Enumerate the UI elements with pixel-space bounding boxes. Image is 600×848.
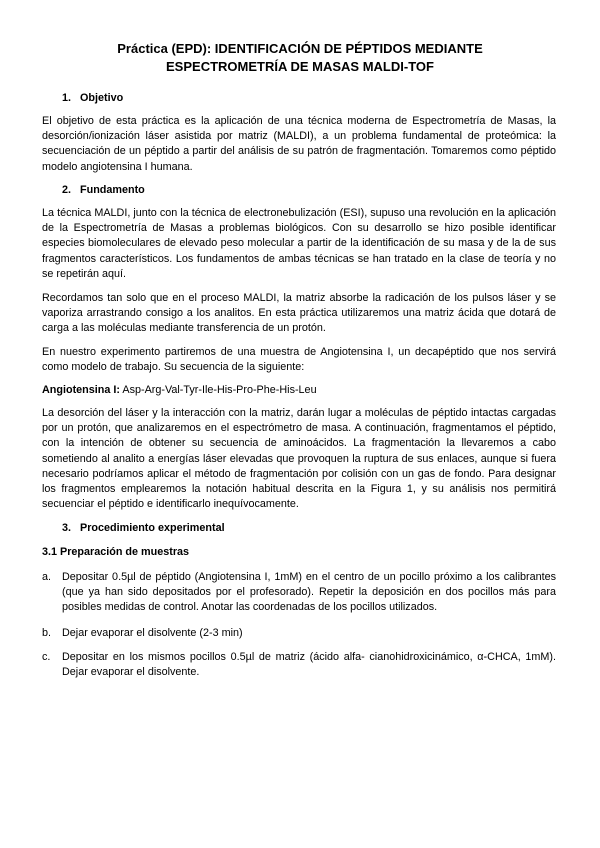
paragraph-fundamento-3: En nuestro experimento partiremos de una muestra de Angiotensina I, un decapéptido que nos servirá como modelo de trabajo. Su secuencia de la siguiente: [42,346,556,374]
paragraph-fundamento-2: Recordamos tan solo que en el proceso MALDI, la matriz absorbe la radicación de los pulsos láser y se vaporiza arrastrando consigo a los analitos. En esta práctica utilizaremos una matriz ácida que dotará de carga a las moléculas mediante transferencia de un protón. [42,292,556,335]
list-marker: b. [42,627,52,639]
section-number: 3. [62,522,72,534]
list-marker: a. [42,571,52,583]
list-item-text: Dejar evaporar el disolvente (2-3 min) [62,627,243,639]
subsection-heading: 3.1 Preparación de muestras [42,546,190,558]
section-title: Procedimiento experimental [80,522,225,534]
list-item-text: Depositar en los mismos pocillos 0.5µl de matriz (ácido alfa- cianohidroxicinámico, α-CHCA, 1mM). Dejar evaporar el disolvente. [62,651,556,679]
list-item [42,626,556,641]
list-marker: c. [42,651,51,663]
sequence-label: Angiotensina I: [42,384,120,396]
section-heading-objetivo [62,91,123,106]
section-number: 1. [62,92,72,104]
paragraph-fundamento-1: La técnica MALDI, junto con la técnica de electronebulización (ESI), supuso una revolución en la aplicación de la Espectrometría de Masas a problemas biológicos. Con su desarrollo se hizo posible identificar especies biomoleculares de elevado peso molecular a partir de la identificación de su masa y de la de sus fragmentos característicos. Los fundamentos de ambas técnicas se han tratado en la clase de teoría y no se repetirán aquí. [42,207,556,280]
section-heading-procedimiento [62,521,225,536]
sequence-value: Asp-Arg-Val-Tyr-Ile-His-Pro-Phe-His-Leu [122,384,317,396]
section-title: Fundamento [80,184,145,196]
page-title [60,40,540,76]
section-heading-fundamento [62,183,145,198]
title-line-1: Práctica (EPD): IDENTIFICACIÓN DE PÉPTIDOS MEDIANTE [117,41,483,56]
title-line-2: ESPECTROMETRÍA DE MASAS MALDI-TOF [166,59,434,74]
section-number: 2. [62,184,72,196]
section-title: Objetivo [80,92,124,104]
paragraph-objetivo: El objetivo de esta práctica es la aplicación de una técnica moderna de Espectrometría de Masas, la desorción/ionización láser asistida por matriz (MALDI), a un problema fundamental de proteómica: la secuenciación de un péptido a partir del análisis de su patrón de fragmentación. Tomaremos como péptido modelo angiotensina I humana. [42,115,556,173]
list-item [42,650,556,680]
list-item [42,570,556,616]
paragraph-fundamento-4: La desorción del láser y la interacción con la matriz, darán lugar a moléculas de péptido intactas cargadas por un protón, que analizaremos en el espectrómetro de masa. A continuación, fragmentamos el péptido, con la intención de obtener su secuencia de aminoácidos. La fragmentación la llevaremos a cabo sometiendo al analito a energías láser elevadas que provoquen la ruptura de sus enlaces, aunque si fuera necesario podríamos aplicar el método de fragmentación por colisión con un gas de fondo. Para designar los fragmentos emplearemos la notación habitual descrita en la Figura 1, y su análisis nos permitirá secuenciar el péptido e identificarlo inequívocamente. [42,407,556,511]
list-item-text: Depositar 0.5µl de péptido (Angiotensina I, 1mM) en el centro de un pocillo próximo a los calibrantes (que ya han sido depositados por el profesorado). Repetir la deposición en dos pocillos más para posibles medidas de control. Anotar las coordenadas de los pocillos utilizados. [62,571,556,614]
sequence-line [42,383,556,398]
